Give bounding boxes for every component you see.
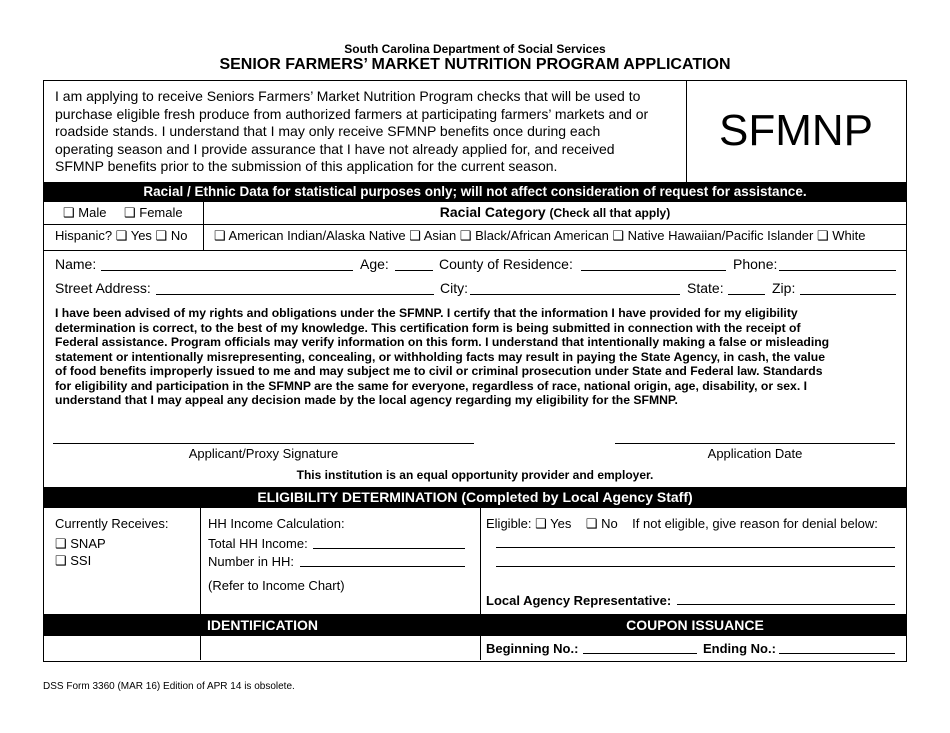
- agency-name: South Carolina Department of Social Services: [344, 42, 606, 56]
- form-title: SENIOR FARMERS’ MARKET NUTRITION PROGRAM APPLICATION: [219, 56, 731, 73]
- hispanic-checkboxes[interactable]: Hispanic? ❑ Yes ❑ No: [55, 228, 188, 243]
- application-date-field[interactable]: [615, 443, 895, 444]
- id-banner: IDENTIFICATION NO.: [207, 617, 318, 649]
- hh-calc-label: HH Income Calculation:: [208, 516, 345, 531]
- county-label: County of Residence:: [439, 256, 573, 272]
- racial-banner: Racial / Ethnic Data for statistical purposes only; will not affect consideration of request for assistance.: [44, 182, 906, 202]
- racial-category-heading: [204, 204, 906, 220]
- beginning-field[interactable]: [583, 653, 697, 654]
- denial-reason-line-2[interactable]: [496, 566, 895, 567]
- signature-field[interactable]: [53, 443, 474, 444]
- cert-line: Federal assistance. Program officials may verify information on this form. I understand that intentionally making a false or misleading: [55, 335, 830, 349]
- number-hh-label: Number in HH:: [208, 554, 294, 569]
- county-field[interactable]: [581, 270, 726, 271]
- divider: [44, 250, 906, 251]
- divider: [44, 224, 906, 225]
- col-divider-2: [480, 508, 481, 660]
- intro-line: SFMNP benefits prior to the submission of this application for the current season.: [55, 158, 558, 174]
- intro-text: [55, 88, 685, 176]
- name-field[interactable]: [101, 270, 353, 271]
- cert-line: understand that I may appeal any decision made by the local agency regarding my eligibility for the SFMNP.: [55, 393, 678, 407]
- street-label: Street Address:: [55, 280, 151, 296]
- total-income-label: Total HH Income:: [208, 536, 308, 551]
- refer-chart-note: (Refer to Income Chart): [208, 578, 345, 593]
- age-field[interactable]: [395, 270, 433, 271]
- number-hh-field[interactable]: [300, 566, 465, 567]
- denial-reason-line-1[interactable]: [496, 547, 895, 548]
- zip-label: Zip:: [772, 280, 796, 296]
- form-footer: DSS Form 3360 (MAR 16) Edition of APR 14 is obsolete.: [43, 681, 295, 692]
- cert-line: determination is correct, to the best of my knowledge. This certification form is being submitted in connection with the receipt of: [55, 320, 801, 335]
- intro-line: operating season and I provide assurance that I have not already applied for, and received: [55, 140, 615, 157]
- coupon-banner: COUPON ISSUANCE: [626, 617, 764, 633]
- beginning-label: Beginning No.:: [486, 641, 579, 656]
- eligibility-banner: ELIGIBILITY DETERMINATION (Completed by Local Agency Staff): [44, 487, 906, 508]
- state-label: State:: [687, 280, 724, 296]
- city-field[interactable]: [470, 294, 680, 295]
- currently-receives-label: Currently Receives:: [55, 516, 169, 531]
- street-field[interactable]: [156, 294, 434, 295]
- intro-line: I am applying to receive Seniors Farmers’ Market Nutrition Program checks that will be used to: [55, 88, 641, 104]
- race-options[interactable]: ❑ American Indian/Alaska Native ❑ Asian ❑ Black/African American ❑ Native Hawaiian/Pacific Islander ❑ White: [214, 228, 866, 243]
- ending-label: Ending No.:: [703, 641, 776, 656]
- total-income-field[interactable]: [313, 548, 465, 549]
- application-date-label: Application Date: [707, 446, 803, 461]
- female-checkbox[interactable]: ❑ Female: [124, 205, 183, 220]
- intro-line: purchase eligible fresh produce from authorized farmers at participating farmers’ markets and or: [55, 105, 649, 122]
- signature-label: Applicant/Proxy Signature: [188, 446, 339, 461]
- intro-line: roadside stands. I understand that I may only receive SFMNP benefits once during each: [55, 123, 601, 139]
- equal-opportunity: This institution is an equal opportunity provider and employer.: [296, 468, 654, 482]
- eligible-checkboxes[interactable]: Eligible: ❑ Yes ❑ No If not eligible, give reason for denial below:: [486, 516, 878, 531]
- phone-field[interactable]: [779, 270, 896, 271]
- phone-label: Phone:: [733, 256, 778, 272]
- name-label: Name:: [55, 256, 97, 272]
- city-label: City:: [440, 280, 468, 296]
- male-checkbox[interactable]: ❑ Male: [63, 205, 107, 220]
- snap-checkbox[interactable]: ❑ SNAP: [55, 536, 106, 551]
- state-field[interactable]: [728, 294, 765, 295]
- ssi-checkbox[interactable]: ❑ SSI: [55, 553, 92, 568]
- zip-field[interactable]: [800, 294, 896, 295]
- cert-line: I have been advised of my rights and obligations under the SFMNP. I certify that the information I have provided for my eligibility: [55, 306, 798, 320]
- cert-line: statement or intentionally misrepresenting, concealing, or withholding facts may result in paying the State Agency, in cash, the value: [55, 349, 826, 364]
- cert-line: for eligibility and participation in the SFMNP are the same for everyone, regardless of race, national origin, age, disability, or sex. I: [55, 378, 807, 393]
- sfmnp-logo: SFMNP: [719, 106, 873, 155]
- cert-line: of food benefits improperly issued to me and may subject me to civil or criminal prosecution under State and Federal law. Standards: [55, 364, 823, 378]
- age-label: Age:: [360, 256, 389, 272]
- rep-field[interactable]: [677, 604, 895, 605]
- rep-label: Local Agency Representative:: [486, 593, 672, 608]
- racial-category-note: (Check all that apply): [549, 206, 671, 220]
- ending-field[interactable]: [779, 653, 895, 654]
- certification-text: [55, 306, 895, 408]
- racial-category-label: Racial Category: [439, 204, 546, 220]
